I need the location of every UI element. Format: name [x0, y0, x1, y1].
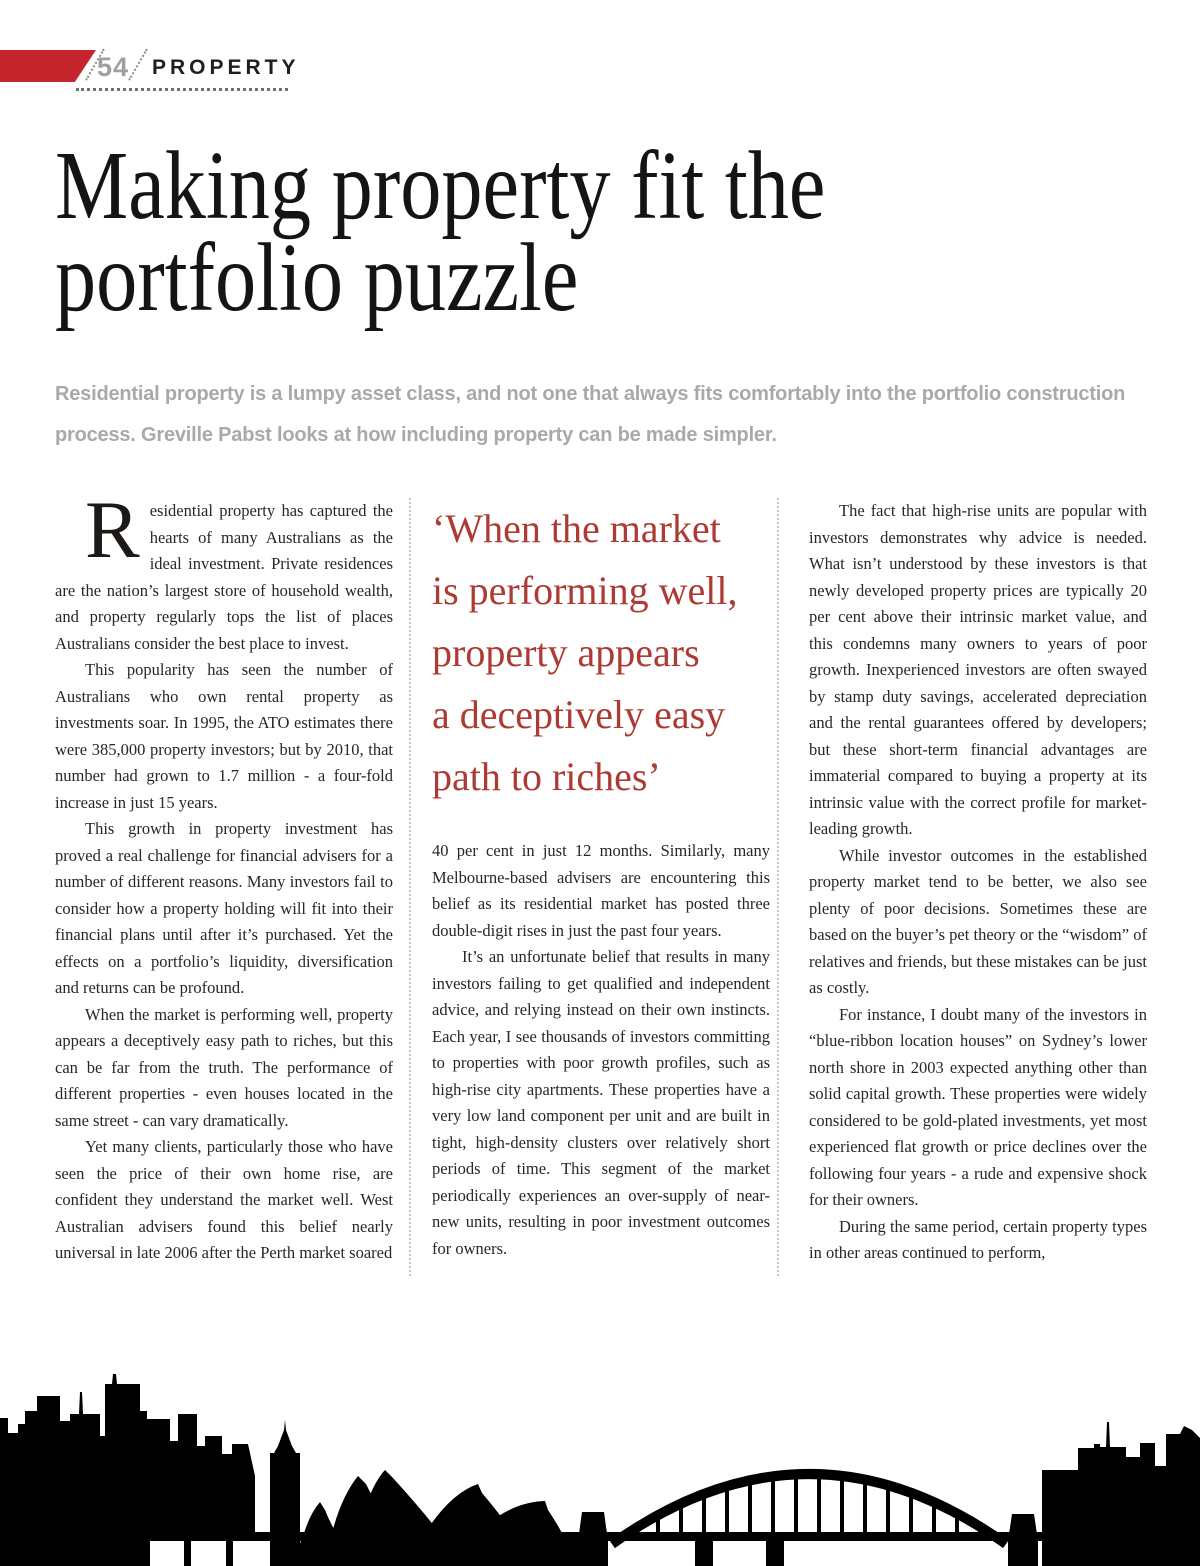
page-title-line-2: portfolio puzzle: [55, 224, 579, 332]
column-2: [432, 498, 770, 1267]
section-label: PROPERTY: [152, 56, 300, 79]
bridge-pier: [695, 1541, 713, 1566]
city-left-base: [0, 1536, 150, 1566]
body-paragraph: This popularity has seen the number of Australians who own rental property as investments soar. In 1995, the ATO estimates there were 385,000 property investors; but by 2010, that number had grown to 1.7 million - a four-fold increase in just 15 years.: [55, 660, 393, 812]
deck-support: [184, 1538, 191, 1566]
paragraph-text: esidential property has captured the hearts of many Australians as the ideal investment. Private residences are the nation’s largest store of household wealth, and property regularly tops the list of places Australians consider the best place to invest.: [55, 501, 393, 653]
pull-quote: [432, 498, 770, 808]
bridge-pier: [766, 1541, 784, 1566]
standfirst: Residential property is a lumpy asset class, and not one that always fits comfortably into the portfolio construction process. Greville Pabst looks at how including property can be made simpler.: [55, 383, 1126, 446]
pull-quote-line: property appears: [432, 630, 700, 675]
body-paragraph: While investor outcomes in the established property market tend to be better, we also see plenty of poor decisions. Sometimes these are based on the buyer’s pet theory or the “wisdom” of relatives and friends, but these mistakes can be just as costly.: [809, 845, 1147, 997]
pull-quote-line: ‘When the market: [432, 506, 721, 551]
pull-quote-line: a deceptively easy: [432, 692, 726, 737]
header-dotted-underline: [76, 88, 288, 91]
body-paragraph: When the market is performing well, property appears a deceptively easy path to riches, but this can be far from the truth. The performance of different properties - even houses located in the same street - can vary dramatically.: [55, 1004, 393, 1130]
harbour-bridge-silhouette: [578, 1474, 1038, 1566]
column-3: [809, 498, 1147, 1267]
body-paragraph: For instance, I doubt many of the investors in “blue-ribbon location houses” on Sydney’s lower north shore in 2003 expected anything other than solid capital growth. These properties were widely considered to be gold-plated investments, yet most experienced flat growth or price declines over the following four years - a rude and expensive shock for their owners.: [809, 1004, 1147, 1209]
page-title-line-1: Making property fit the: [55, 132, 826, 240]
deck-support: [226, 1538, 233, 1566]
bridge-pylon: [578, 1512, 608, 1566]
column-1: [55, 484, 393, 1267]
body-paragraph: It’s an unfortunate belief that results in many investors failing to get qualified and independent advice, and relying instead on their own instincts. Each year, I see thousands of investors committing to properties with poor growth profiles, such as high-rise city apartments. These properties have a very low land component per unit and are built in tight, high-density clusters over relatively short periods of time. This segment of the market periodically experiences an over-supply of near-new units, resulting in poor investment outcomes for owners.: [432, 947, 770, 1258]
sydney-skyline-silhouette: [0, 1326, 1200, 1566]
city-left-silhouette: [0, 1374, 255, 1541]
pull-quote-line: is performing well,: [432, 568, 738, 613]
body-paragraph: The fact that high-rise units are popular with investors demonstrates why advice is needed. What isn’t understood by these investors is that newly developed property prices are typically 20 per cent above their intrinsic market value, and this condemns many owners to years of poor growth. Inexperienced investors are often swayed by stamp duty savings, accelerated depreciation and the rental guarantees offered by developers; but these short-term financial advantages are immaterial compared to buying a property at its intrinsic value with the correct profile for market-leading growth.: [809, 501, 1147, 838]
body-paragraph: 40 per cent in just 12 months. Similarly, many Melbourne-based advisers are encountering this belief as its residential market has posted three double-digit rises in just the past four years.: [432, 841, 770, 940]
drop-cap: R: [85, 484, 140, 575]
opera-house-silhouette: [292, 1470, 590, 1566]
body-paragraph: This growth in property investment has proved a real challenge for financial advisers for a number of different reasons. Many investors fail to consider how a property holding will fit into their financial plans until after it’s purchased. Yet the effects on a portfolio’s liquidity, diversification and returns can be profound.: [55, 819, 393, 997]
article-body: [55, 484, 1147, 1267]
body-paragraph: [55, 484, 393, 657]
sydney-skyline-illustration: [0, 1326, 1200, 1566]
page-number: 54: [97, 52, 130, 82]
bridge-pylon: [1008, 1514, 1038, 1566]
body-paragraph: During the same period, certain property types in other areas continued to perform,: [809, 1216, 1147, 1262]
body-paragraph: Yet many clients, particularly those who have seen the price of their own home rise, are confident they understand the market well. West Australian advisers found this belief nearly universal in late 2006 after the Perth market soared: [55, 1137, 393, 1262]
page-title: [55, 132, 979, 332]
pull-quote-line: path to riches’: [432, 754, 661, 799]
spire-tower-silhouette: [270, 1420, 300, 1566]
city-right-silhouette: [1042, 1422, 1200, 1566]
header-red-banner: [0, 50, 96, 82]
header-diagonal-dotted-divider: [128, 49, 148, 81]
